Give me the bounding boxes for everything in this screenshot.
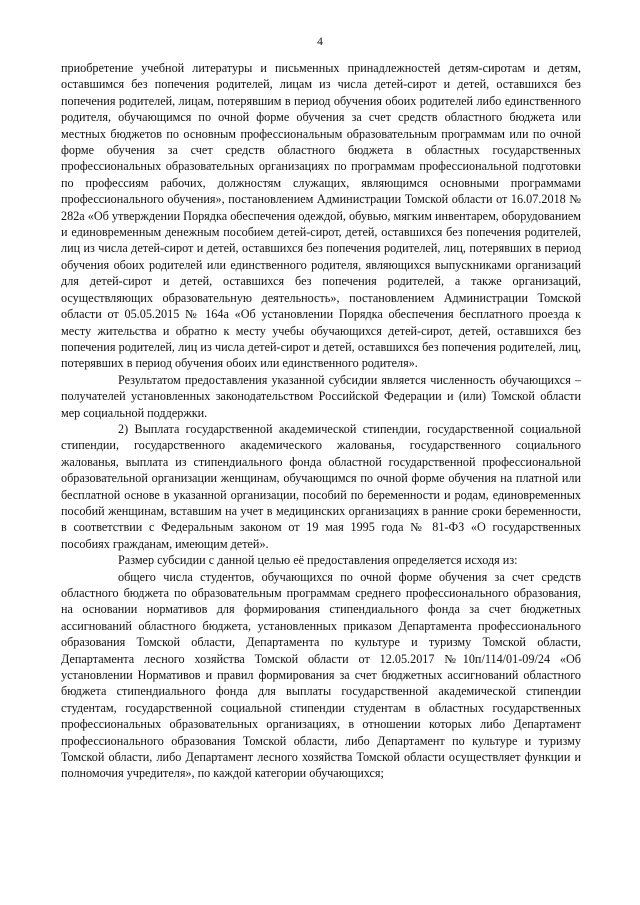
paragraph-result: Результатом предоставления указанной субсидии является численность обучающихся – получателей установленных законодательством Российской Федерации и (или) Томской области мер социальной поддержки. [61,372,581,420]
page-number: 4 [317,36,323,48]
paragraph-continuation: приобретение учебной литературы и письменных принадлежностей детям-сиротам и детям, оставшимся без попечения родителей, лицам из числа детей-сирот и детей, оставшихся без попечения родителей, лицам, потерявшим в период обучения обоих родителей либо единственного родителя, обучающимся по очной форме обучения за счет средств областного бюджета или местных бюджетов по основным профессиональным образовательным программам или по очной форме обучения за счет средств областного бюджета в областных государственных профессиональных образовательных организациях по программам профессиональной подготовки по профессиям рабочих, должностям служащих, являющимся основными программами профессионального обучения», постановлением Администрации Томской области от 16.07.2018 № 282а «Об утверждении Порядка обеспечения одеждой, обувью, мягким инвентарем, оборудованием и единовременным денежным пособием детей-сирот, детей, оставшихся без попечения родителей, лиц из числа детей-сирот и детей, оставшихся без попечения родителей, лиц, потерявших в период обучения обоих родителей или единственного родителя, являющихся выпускниками организаций для детей-сирот и детей, оставшихся без попечения родителей, а также организаций, осуществляющих образовательную деятельность», постановлением Администрации Томской области от 05.05.2015 № 164а «Об установлении Порядка обеспечения бесплатного проезда к месту жительства и обратно к месту учебы обучающихся детей-сирот, детей, оставшихся без попечения родителей, лиц из числа детей-сирот и детей, оставшихся без попечения родителей, лиц, потерявших в период обучения обоих или единственного родителя». [61,61,581,371]
document-body [61,60,581,782]
paragraph-item-2: 2) Выплата государственной академической стипендии, государственной социальной стипендии, государственного академического жалованья, государственного социального жалованья, выплата из стипендиального фонда областной государственной профессиональной образовательной организации женщинам, обучающимся по очной форме обучения на платной или бесплатной основе в указанной организации, пособий по беременности и родам, единовременных пособий женщинам, вставшим на учет в медицинских организациях в ранние сроки беременности, в соответствии с Федеральным законом от 19 мая 1995 года № 81-ФЗ «О государственных пособиях гражданам, имеющим детей». [61,421,581,551]
paragraph-subsidy-size: Размер субсидии с данной целью её предоставления определяется исходя из: [118,553,518,568]
paragraph-student-count: общего числа студентов, обучающихся по очной форме обучения за счет средств областного бюджета по образовательным программам среднего профессионального образования, на основании нормативов для формирования стипендиального фонда за счет бюджетных ассигнований областного бюджета, установленных приказом Департамента профессионального образования Томской области, Департамента по культуре и туризму Томской области, Департамента лесного хозяйства Томской области от 12.05.2017 №10п/114/01-09/24 «Об установлении Нормативов и правил формирования за счет бюджетных ассигнований областного бюджета стипендиального фонда для выплаты государственной академической стипендии студентам, государственной социальной стипендии студентам в областных государственных профессиональных образовательных организациях, в отношении которых либо Департамент профессионального образования Томской области, либо Департамент по культуре и туризму Томской области, либо Департамент лесного хозяйства Томской области осуществляет функции и полномочия учредителя», по каждой категории обучающихся; [61,569,581,781]
